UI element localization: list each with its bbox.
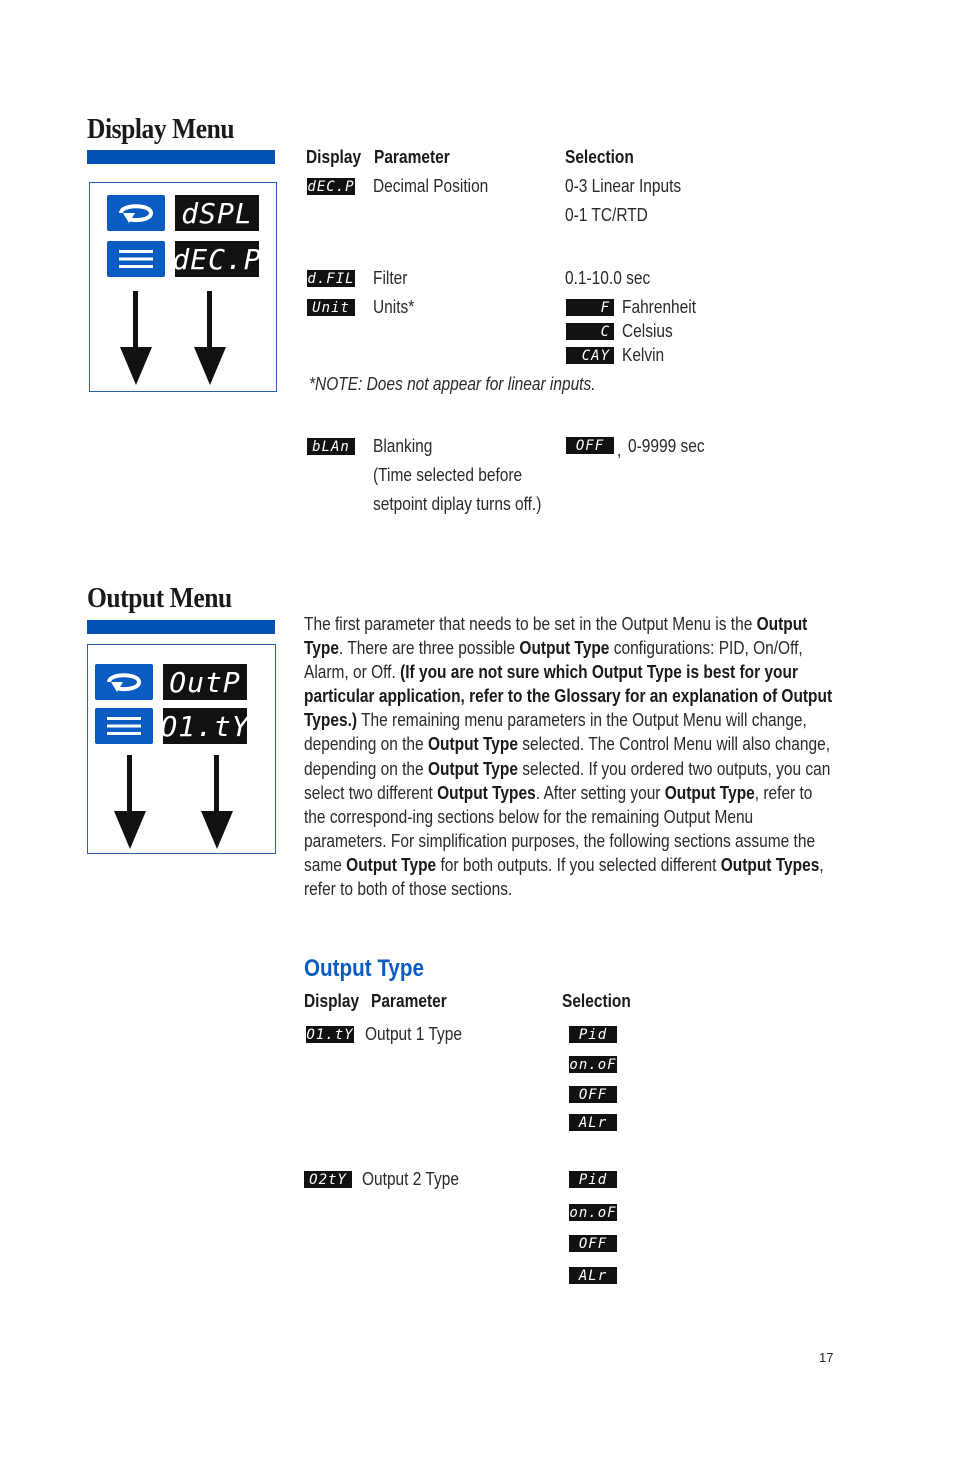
- paragraph-segment: , refer to the correspond-ing sections below for the remaining Output Menu parameters. For simplification purposes, the following sections assume the same: [304, 782, 816, 875]
- blanking-range: 0-9999 sec: [628, 436, 705, 456]
- paragraph-bold-segment: Output Type: [304, 614, 808, 659]
- menu-lines-icon: [95, 708, 153, 744]
- lcd-option-celsius: C: [566, 323, 614, 340]
- lcd-code-units: Unit: [307, 299, 355, 316]
- blanking-desc-2: setpoint diplay turns off.): [373, 494, 542, 514]
- output-menu-panel: [87, 644, 276, 854]
- lcd-option-pid: Pid: [569, 1171, 617, 1188]
- header-selection: Selection: [565, 147, 634, 167]
- option-kelvin: Kelvin: [622, 345, 665, 365]
- menu-button[interactable]: [95, 708, 153, 744]
- down-arrow-icon: [116, 291, 156, 387]
- lcd-code-output1: O1.tY: [306, 1027, 354, 1043]
- param-blanking: Blanking: [373, 436, 433, 456]
- lcd-display-bottom: O1.tY: [160, 709, 250, 743]
- cycle-button[interactable]: [107, 195, 165, 231]
- lcd-code-filter: d.FIL: [307, 271, 355, 287]
- cycle-arrow-icon: [107, 195, 165, 231]
- lcd-code-decimal: dEC.P: [307, 179, 355, 195]
- blanking-desc-1: (Time selected before: [373, 465, 523, 485]
- paragraph-bold-segment: Output Type: [427, 758, 518, 779]
- lcd-option-fahrenheit: F: [566, 299, 614, 316]
- header-display: Display: [304, 991, 360, 1011]
- output-type-title: Output Type: [304, 955, 425, 982]
- down-arrow-icon: [110, 755, 150, 851]
- paragraph-bold-segment: Output Type: [664, 782, 755, 803]
- lcd-option-pid: Pid: [569, 1026, 617, 1043]
- selection-filter-range: 0.1-10.0 sec: [565, 268, 651, 288]
- lcd-code-output2: O2tY: [304, 1171, 352, 1188]
- param-output2-type: Output 2 Type: [362, 1169, 459, 1189]
- display-menu-bar: [87, 150, 275, 164]
- blanking-separator: ,: [617, 440, 622, 460]
- lcd-option-off: OFF: [569, 1086, 617, 1103]
- display-menu-panel: [89, 182, 277, 392]
- paragraph-segment: . After setting your: [535, 782, 665, 803]
- lcd-code-blanking: bLAn: [307, 438, 355, 455]
- display-menu-title: Display Menu: [87, 113, 235, 145]
- lcd-display-top: dSPL: [175, 195, 259, 231]
- down-arrow-icon: [190, 291, 230, 387]
- output-menu-bar: [87, 620, 275, 634]
- param-filter: Filter: [373, 268, 408, 288]
- paragraph-segment: configurations: PID, On/Off, Alarm, or Off.: [304, 638, 803, 683]
- paragraph-segment: selected. The Control Menu will also change, depending on the: [304, 734, 831, 779]
- paragraph-bold-segment: Output Type: [427, 734, 518, 755]
- param-output1-type: Output 1 Type: [365, 1024, 462, 1044]
- lcd-option-alr: ALr: [569, 1267, 617, 1284]
- paragraph-bold-segment: Output Type: [346, 854, 437, 875]
- header-selection: Selection: [562, 991, 631, 1011]
- menu-button[interactable]: [107, 241, 165, 277]
- lcd-display-top: OutP: [163, 664, 247, 700]
- lcd-option-onof: on.oF: [569, 1205, 617, 1221]
- lcd-option-onof: on.oF: [569, 1057, 617, 1073]
- output-menu-title: Output Menu: [87, 582, 232, 614]
- lcd-option-off: OFF: [566, 437, 614, 454]
- option-celsius: Celsius: [622, 321, 673, 341]
- cycle-arrow-icon: [95, 664, 153, 700]
- paragraph-bold-segment: Output Types: [720, 854, 820, 875]
- down-arrow-icon: [197, 755, 237, 851]
- menu-lines-icon: [107, 241, 165, 277]
- paragraph-segment: The remaining menu parameters in the Output Menu will change, depending on the: [304, 710, 807, 755]
- cycle-button[interactable]: [95, 664, 153, 700]
- paragraph-segment: selected. If you ordered two outputs, you can select two different: [304, 758, 831, 803]
- paragraph-segment: for both outputs. If you selected different: [436, 854, 721, 875]
- page-number: 17: [819, 1350, 834, 1365]
- paragraph-bold-segment: Output Types: [437, 782, 536, 803]
- lcd-option-alr: ALr: [569, 1114, 617, 1131]
- linear-inputs-note: *NOTE: Does not appear for linear inputs.: [309, 374, 596, 394]
- option-fahrenheit: Fahrenheit: [622, 297, 697, 317]
- lcd-option-kelvin: CAY: [566, 347, 614, 364]
- param-units: Units*: [373, 297, 415, 317]
- paragraph-bold-segment: Output Type: [519, 638, 610, 659]
- output-menu-paragraph: [304, 612, 837, 901]
- paragraph-segment: The first parameter that needs to be set in the Output Menu is the: [304, 614, 757, 634]
- selection-tc-rtd: 0-1 TC/RTD: [565, 205, 648, 225]
- paragraph-segment: . There are three possible: [338, 638, 520, 659]
- paragraph-segment: , refer to both of those sections.: [304, 854, 824, 900]
- param-decimal-position: Decimal Position: [373, 176, 489, 196]
- selection-linear-inputs: 0-3 Linear Inputs: [565, 176, 682, 196]
- header-parameter: Parameter: [371, 991, 447, 1011]
- lcd-option-off: OFF: [569, 1235, 617, 1252]
- header-parameter: Parameter: [374, 147, 450, 167]
- paragraph-bold-segment: (If you are not sure which Output Type is best for your particular application, refer to the Glossary for an explanation of Output Types.): [304, 662, 833, 731]
- header-display: Display: [306, 147, 362, 167]
- lcd-display-bottom: dEC.P: [172, 242, 262, 276]
